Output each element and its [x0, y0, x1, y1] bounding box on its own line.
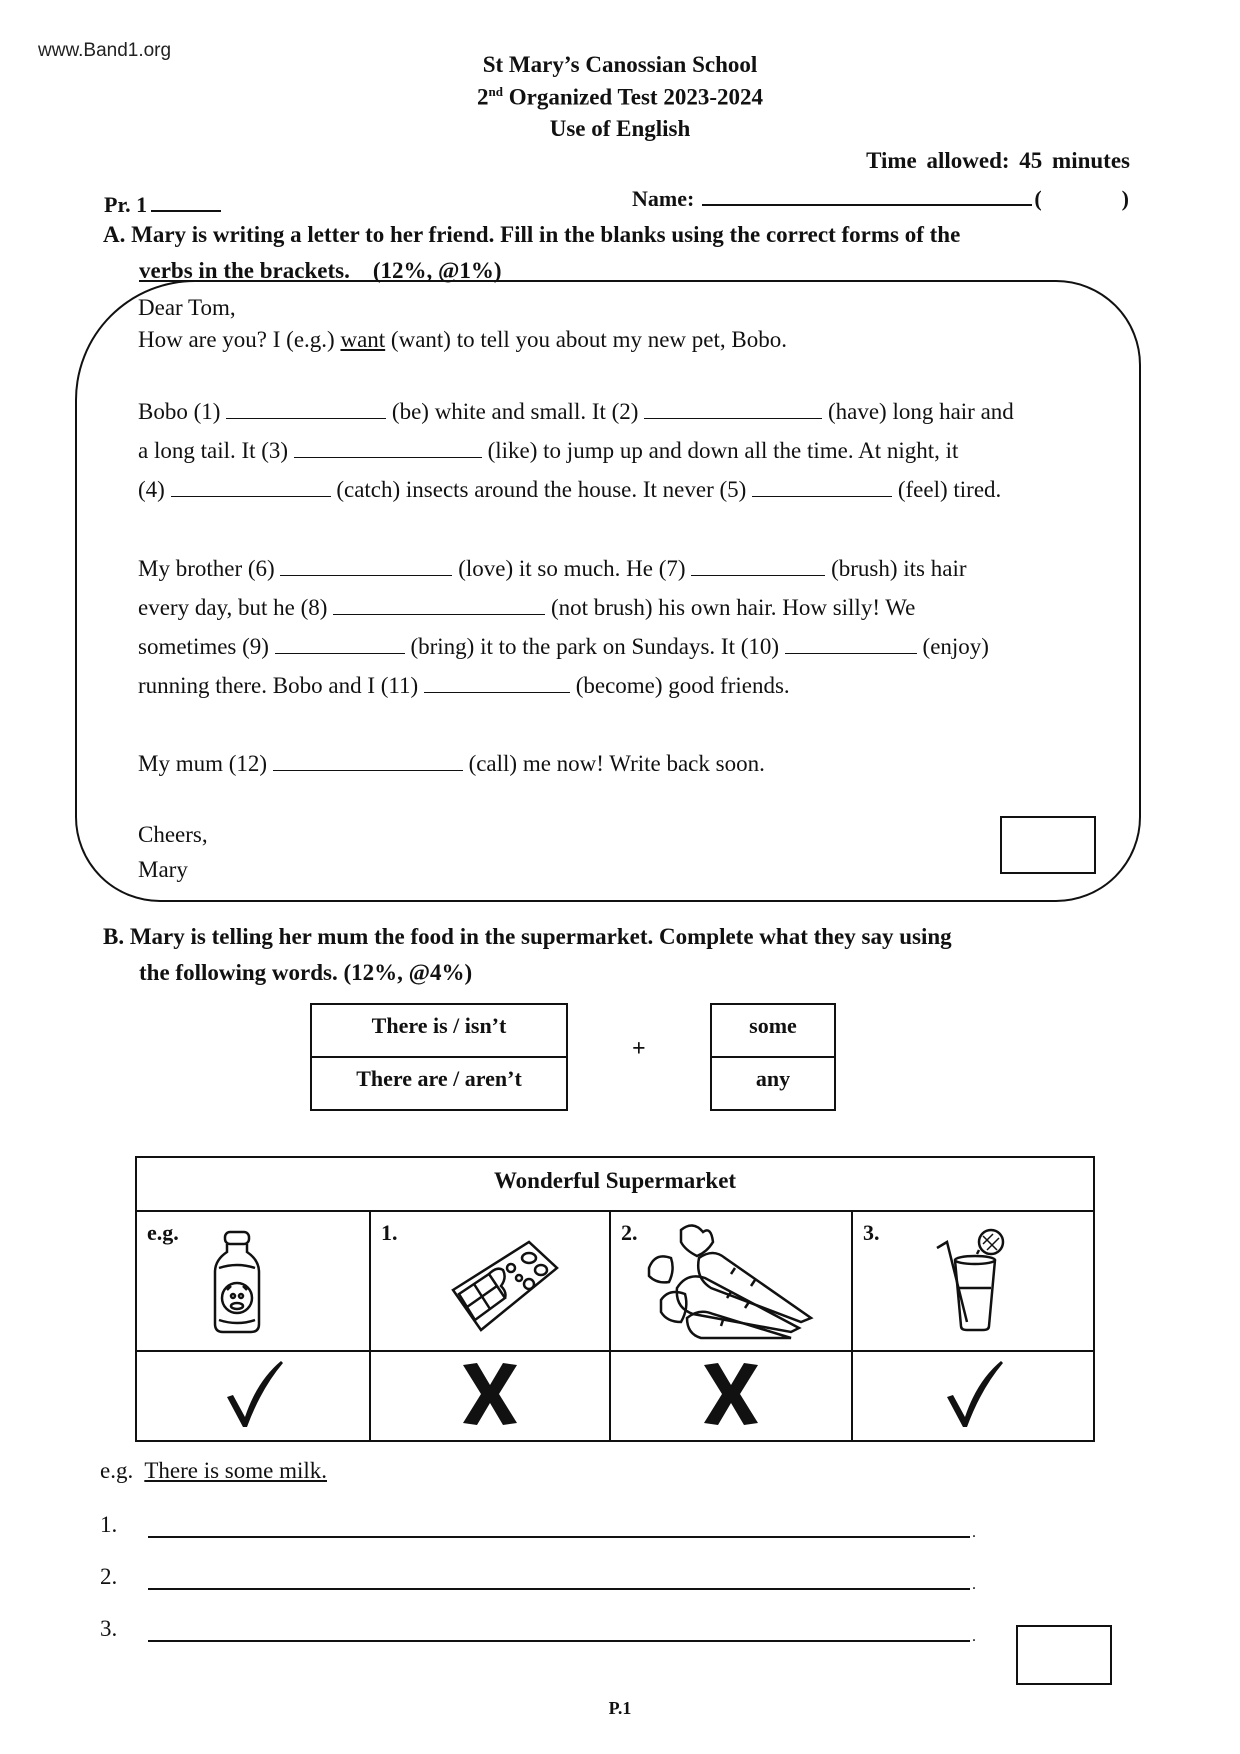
test-ordinal: 2: [477, 84, 489, 110]
class-no-paren-open: (: [1034, 186, 1042, 211]
text: My brother (6): [138, 556, 275, 581]
letter-line-6: [138, 635, 989, 658]
answer-row-1: [100, 1512, 1040, 1546]
answer-number: 1.: [100, 1512, 118, 1537]
answer-line-3[interactable]: [148, 1640, 970, 1642]
tick-icon: [223, 1359, 283, 1429]
text: every day, but he (8): [138, 595, 328, 620]
blank-5[interactable]: [752, 478, 892, 497]
score-box-part-b[interactable]: [1016, 1625, 1112, 1685]
watermark: www.Band1.org: [38, 40, 172, 61]
milk-bottle-icon: [211, 1230, 263, 1334]
text: running there. Bobo and I (11): [138, 673, 419, 698]
supermarket-table: [135, 1156, 1095, 1442]
time-allowed: Time allowed: 45 minutes: [866, 148, 1130, 173]
tick-icon: [943, 1359, 1003, 1429]
item-label: e.g.: [147, 1220, 179, 1245]
text: (catch) insects around the house. It never (5): [336, 477, 747, 502]
part-b-instruction: B. Mary is telling her mum the food in the supermarket. Complete what they say using: [103, 924, 952, 949]
blank-3[interactable]: [294, 439, 482, 458]
name-field: [632, 184, 1129, 212]
letter-greeting: Dear Tom,: [138, 295, 236, 320]
full-stop: .: [972, 1524, 976, 1541]
text: (be) white and small. It (2): [391, 399, 639, 424]
cross-icon: [698, 1361, 764, 1427]
blank-1[interactable]: [226, 400, 386, 419]
letter-line-3: [138, 478, 1001, 501]
lemon-juice-icon: [933, 1228, 1013, 1332]
item-cell-2: [610, 1211, 852, 1351]
blank-12[interactable]: [273, 752, 463, 771]
class-field: [104, 192, 221, 218]
answer-number: 3.: [100, 1616, 118, 1641]
word-option: any: [712, 1056, 834, 1109]
part-b-instruction-2: the following words. (12%, @4%): [139, 960, 473, 985]
text: a long tail. It (3): [138, 438, 289, 463]
availability-cell-example: [136, 1351, 370, 1441]
part-a-instruction: A. Mary is writing a letter to her friend. Fill in the blanks using the correct forms of the: [103, 222, 961, 247]
item-cell-example: [136, 1211, 370, 1351]
name-label: Name:: [632, 186, 695, 211]
word-box-some-any: [710, 1003, 836, 1111]
full-stop: .: [972, 1628, 976, 1645]
letter-line-7: [138, 674, 790, 697]
item-cell-3: [852, 1211, 1094, 1351]
text: My mum (12): [138, 751, 268, 776]
name-blank[interactable]: [702, 184, 1032, 206]
letter-intro: [138, 328, 787, 351]
text: (feel) tired.: [897, 477, 1002, 502]
letter-closing: Cheers,: [138, 822, 208, 847]
plus-sign: +: [632, 1036, 646, 1062]
text: (bring) it to the park on Sundays. It (10): [410, 634, 780, 659]
chocolate-bar-icon: [449, 1238, 561, 1334]
class-label: Pr. 1: [104, 192, 148, 217]
letter-line-2: [138, 439, 958, 462]
test-title: [0, 84, 1240, 111]
availability-cell-3: [852, 1351, 1094, 1441]
text: sometimes (9): [138, 634, 269, 659]
example-answer: want: [340, 327, 386, 352]
letter-signature: Mary: [138, 857, 188, 882]
word-option: There are / aren’t: [312, 1056, 566, 1109]
supermarket-title: Wonderful Supermarket: [136, 1157, 1094, 1211]
item-label: 3.: [863, 1220, 880, 1245]
letter-line-4: [138, 557, 967, 580]
item-cell-1: [370, 1211, 610, 1351]
text: (call) me now! Write back soon.: [468, 751, 765, 776]
answer-row-3: [100, 1616, 1040, 1650]
part-a-instruction-text: verbs in the brackets.: [139, 258, 350, 283]
example-label: e.g.: [100, 1458, 134, 1483]
text: (4): [138, 477, 165, 502]
availability-cell-1: [370, 1351, 610, 1441]
example-answer-text: There is some milk.: [144, 1458, 327, 1483]
word-option: some: [749, 1013, 797, 1038]
blank-7[interactable]: [691, 557, 825, 576]
text: (become) good friends.: [575, 673, 790, 698]
class-no-paren-close: ): [1121, 186, 1129, 211]
blank-10[interactable]: [785, 635, 917, 654]
subject: Use of English: [549, 116, 691, 141]
text: (have) long hair and: [827, 399, 1014, 424]
blank-2[interactable]: [644, 400, 822, 419]
school-name: St Mary’s Canossian School: [482, 52, 758, 77]
availability-cell-2: [610, 1351, 852, 1441]
item-label: 1.: [381, 1220, 398, 1245]
text: Bobo (1): [138, 399, 221, 424]
intro-text-end: (want) to tell you about my new pet, Bobo.: [385, 327, 787, 352]
blank-8[interactable]: [333, 596, 545, 615]
text: (like) to jump up and down all the time. At night, it: [487, 438, 959, 463]
answer-number: 2.: [100, 1564, 118, 1589]
test-title-text: Organized Test 2023-2024: [508, 84, 763, 110]
word-option: There is / isn’t: [371, 1013, 507, 1038]
letter-frame: [75, 280, 1141, 902]
blank-6[interactable]: [280, 557, 452, 576]
blank-4[interactable]: [171, 478, 331, 497]
page-number: P.1: [608, 1698, 632, 1718]
letter-line-1: [138, 400, 1014, 423]
score-box-part-a[interactable]: [1000, 816, 1096, 874]
text: (enjoy): [922, 634, 989, 659]
cross-icon: [457, 1361, 523, 1427]
blank-9[interactable]: [275, 635, 405, 654]
word-box-there-is-are: [310, 1003, 568, 1111]
text: (love) it so much. He (7): [458, 556, 686, 581]
test-ordinal-suffix: nd: [488, 84, 503, 99]
blank-11[interactable]: [424, 674, 570, 693]
letter-line-8: [138, 752, 765, 775]
answer-line-2[interactable]: [148, 1588, 970, 1590]
letter-line-5: [138, 596, 915, 619]
part-a-marks: (12%, @1%): [372, 258, 502, 283]
carrots-icon: [641, 1218, 821, 1342]
text: (not brush) his own hair. How silly! We: [550, 595, 916, 620]
class-number-blank[interactable]: [151, 192, 221, 212]
example-answer-row: [100, 1458, 327, 1484]
text: (brush) its hair: [831, 556, 967, 581]
item-label: 2.: [621, 1220, 638, 1245]
answer-row-2: [100, 1564, 1040, 1598]
answer-line-1[interactable]: [148, 1536, 970, 1538]
intro-text: How are you? I (e.g.): [138, 327, 341, 352]
full-stop: .: [972, 1576, 976, 1593]
